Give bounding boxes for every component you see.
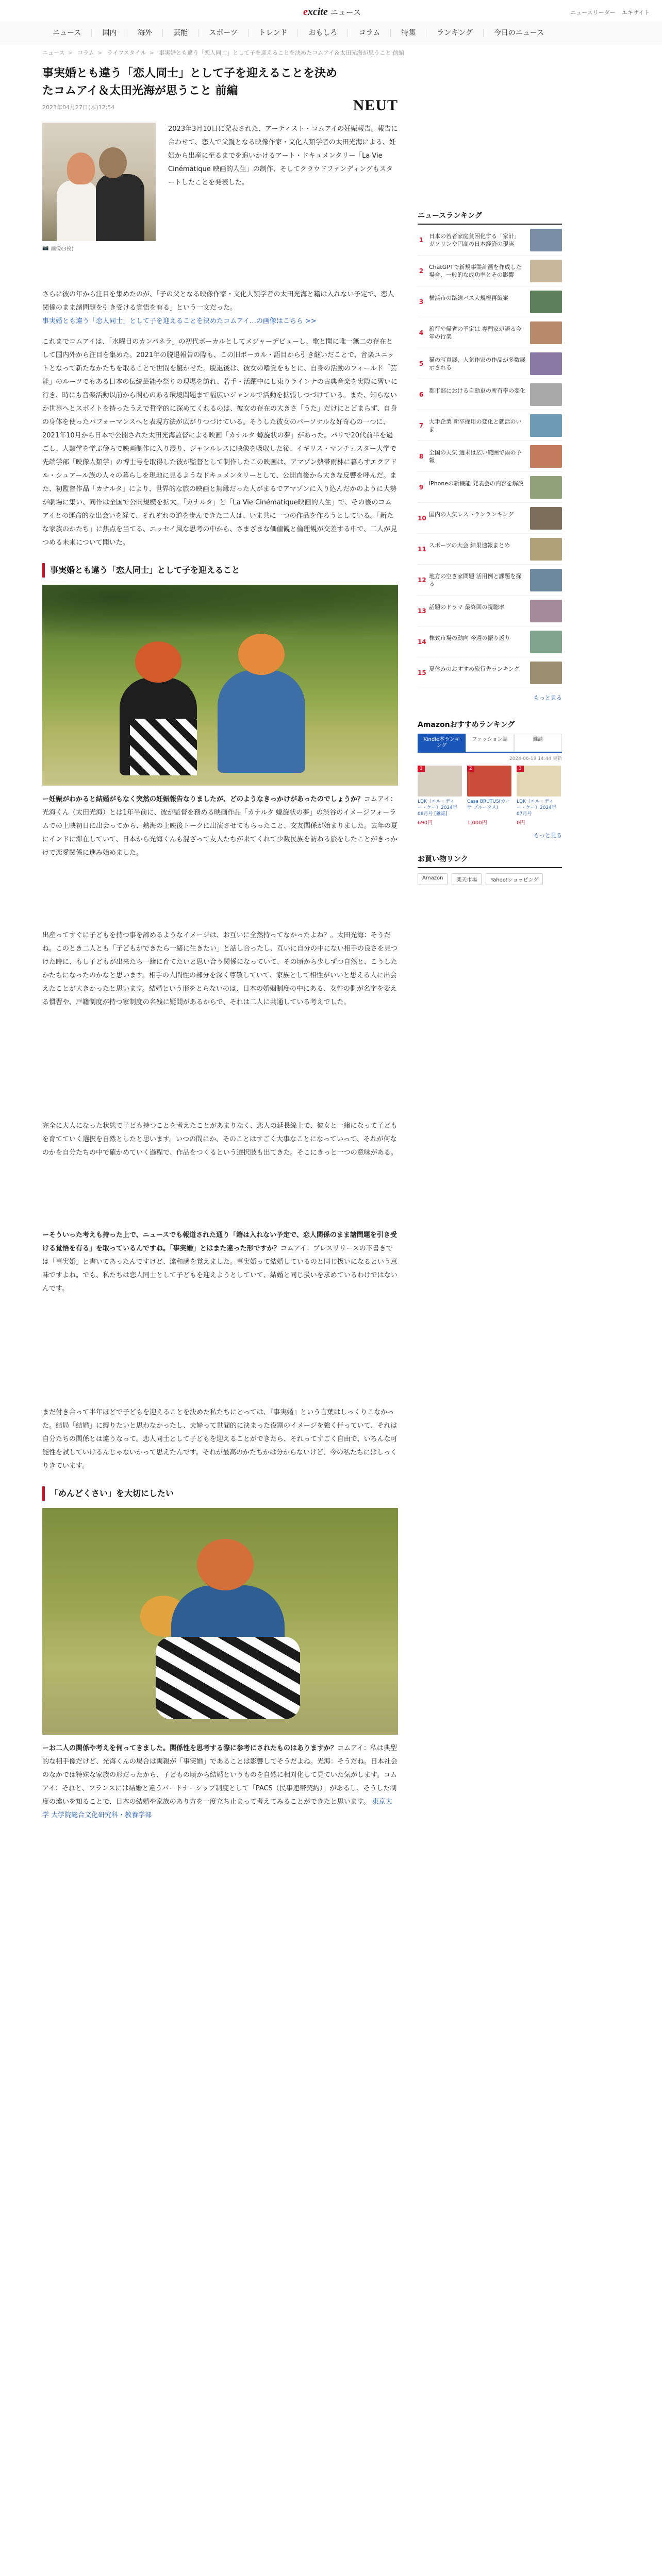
shop-link-yahoo[interactable]: Yahoo!ショッピング	[486, 873, 543, 885]
article-title: 事実婚とも違う「恋人同士」として子を迎えることを決めたコムアイ＆太田光海が思うこと 前編	[42, 67, 338, 97]
breadcrumb-current: 事実婚とも違う「恋人同士」として子を迎えることを決めたコムアイ＆太田光海が思うこと 前編	[159, 49, 404, 56]
article-date: 2023年04月27日(木)12:54	[42, 104, 115, 111]
amazon-item-rank: 3	[517, 766, 524, 772]
header-links	[570, 8, 650, 16]
amazon-tabs	[418, 734, 562, 753]
ranking-thumbnail	[530, 538, 562, 561]
amazon-item-price: 690円	[418, 820, 433, 826]
ranking-number: 9	[419, 483, 424, 491]
ranking-title: ニュースランキング	[418, 210, 562, 225]
photo-count: 画像(3枚)	[51, 246, 74, 252]
section-heading: 事実婚とも違う「恋人同士」として子を迎えること	[42, 563, 398, 578]
header-link-reader[interactable]: ニュースリーダー	[570, 9, 616, 16]
nav-item-entertainment[interactable]: 芸能	[163, 29, 198, 37]
ranking-list	[418, 225, 562, 688]
logo-sub: ニュース	[330, 8, 361, 17]
interview-question: ー妊娠がわかると結婚がもなく突然の妊娠報告なりましたが、どのようなきっかけがあったのでしょうか？	[42, 795, 364, 803]
ranking-number: 3	[419, 298, 424, 306]
ranking-item[interactable]	[418, 317, 562, 348]
ranking-number: 8	[419, 452, 424, 460]
section-heading: 「めんどくさい」を大切にしたい	[42, 1486, 398, 1501]
body-paragraph: 完全に大人になった状態で子ども持つことを考えたことがあまりなく、恋人の延長線上で、彼女と一緒になって子どもを育てていく選択を自然としたと思います。いつの間にか、そのことはすごく大事なことになっていって、それが何なのかを自分たちの中で確かめていく過程で、作品をつくるという選択肢も出てきた。そこにきっと一つの意味がある。	[42, 1122, 398, 1157]
ranking-thumbnail	[530, 383, 562, 406]
nav-item-column[interactable]: コラム	[348, 29, 391, 37]
interview-paragraph	[42, 793, 398, 860]
ranking-headline: 横浜市の路線バス大規模再編案	[429, 294, 508, 301]
amazon-item-name[interactable]: LDK（エル・ディー・ケー）2024年08月号 [雑誌]	[418, 799, 457, 817]
amazon-title: Amazonおすすめランキング	[418, 721, 515, 729]
ranking-item[interactable]	[418, 626, 562, 657]
ranking-thumbnail	[530, 414, 562, 437]
amazon-items	[418, 766, 562, 826]
amazon-item-rank: 2	[467, 766, 474, 772]
ranking-headline: ChatGPTで新規事業計画を作成した場合、一般的な成功率とその影響	[429, 263, 522, 278]
shop-links	[418, 873, 562, 885]
ranking-number: 6	[419, 391, 424, 398]
ranking-thumbnail	[530, 569, 562, 591]
amazon-item-cover	[418, 766, 462, 796]
ranking-number: 13	[418, 607, 426, 615]
ranking-thumbnail	[530, 445, 562, 468]
shop-link-rakuten[interactable]: 楽天市場	[452, 873, 482, 885]
ranking-thumbnail	[530, 352, 562, 375]
ranking-item[interactable]	[418, 256, 562, 286]
nav-item-today[interactable]: 今日のニュース	[493, 29, 544, 37]
nav-item-sports[interactable]: スポーツ	[198, 29, 248, 37]
interview-paragraph	[42, 1229, 398, 1296]
nav-item-funny[interactable]: おもしろ	[298, 29, 348, 37]
ranking-item[interactable]	[418, 472, 562, 503]
site-logo[interactable]	[303, 6, 361, 18]
ranking-item[interactable]	[418, 441, 562, 472]
amazon-item[interactable]	[418, 766, 462, 826]
ranking-item[interactable]	[418, 534, 562, 565]
ranking-headline: 話題のドラマ 最終回の視聴率	[429, 603, 505, 611]
nav-item-domestic[interactable]: 国内	[92, 29, 127, 37]
ranking-thumbnail	[530, 291, 562, 313]
breadcrumb: ニュース > コラム > ライフスタイル > 事実婚とも違う「恋人同士」として子を迎えることを決めたコムアイ＆太田光海が思うこと 前編	[42, 49, 404, 56]
ranking-number: 4	[419, 329, 424, 336]
ranking-headline: 全国の天気 週末は広い範囲で雨の予報	[429, 449, 522, 464]
interview-question: ーそういった考えも持った上で、ニュースでも報道された通り「籍は入れない予定で、恋人関係のまま諸問題を引き受ける覚悟を有る」を取っているんですね。「事実婚」とはまた違った形ですか？	[42, 1231, 397, 1252]
amazon-item-rank: 1	[418, 766, 425, 772]
ranking-item[interactable]	[418, 565, 562, 596]
ranking-headline: 国内の人気レストランランキング	[429, 511, 514, 518]
ranking-number: 15	[418, 669, 426, 676]
amazon-more-link[interactable]: もっと見る	[534, 832, 562, 839]
interview-paragraph	[42, 1742, 398, 1822]
ranking-number: 2	[419, 267, 424, 275]
ranking-number: 12	[418, 576, 426, 584]
amazon-item-name[interactable]: Casa BRUTUS(カーサ ブルータス)	[467, 799, 510, 810]
ranking-thumbnail	[530, 229, 562, 251]
ranking-headline: 日本の若者家庭貧困化する「家計」 ガソリンや円高の日本経済の現実	[429, 232, 520, 247]
ranking-number: 11	[418, 545, 426, 553]
ranking-item[interactable]	[418, 503, 562, 534]
tab-kindle[interactable]: Kindle本ランキング	[418, 734, 466, 752]
ranking-item[interactable]	[418, 596, 562, 626]
amazon-item-price: 0円	[517, 820, 525, 826]
interview-answer: コムアイ：私は典型的な相手像だけど、光海くんの場合は両親が「事実婚」であることは影響してそうだよね。光海：そうだね。日本社会のなかでは特殊な家族の形だったから、子どもの頃から結婚というものを自然に相対化して見ていた気がします。コムアイ：それと、フランスには結婚と違うパートナーシップ制度として「PACS（民事連帯契約）」があるし、そうした制度の違いを知ることで、日本の結婚や家族のあり方を一度立ち止まって考えてみることができたと思います。	[42, 1744, 398, 1806]
ranking-headline: iPhoneの新機能 発表会の内容を解説	[429, 480, 524, 487]
amazon-item-price: 1,000円	[467, 820, 487, 826]
university-link[interactable]: 東京大学 大学院総合文化研究科・教養学部	[42, 1798, 392, 1819]
amazon-item[interactable]	[467, 766, 511, 826]
photo-gallery-link[interactable]	[42, 244, 156, 252]
logo-main: excite	[303, 6, 328, 18]
ranking-item[interactable]	[418, 225, 562, 256]
sidebar	[418, 60, 562, 885]
nav-item-feature[interactable]: 特集	[391, 29, 426, 37]
body-paragraph: 出産ってすぐに子どもを持つ事を諦めるようなイメージは、お互いに全然持ってなかったよね？。太田光海：そうだね。このとき二人とも「子どもができたら一緒に生きたい」と話し合ったし、互いに自分の中にない相手の良さを見つけた時に、もし子どもが出来たら一緒に育てたいと思い合う関係になっていて、その頃から少しずつ自然と、こうしたかたちになったのかなと思います。相手の人間性の部分を深く尊敬していて、家族として相性がいいと思える人に出会えたことが大きかったと思います。結婚という形をとらないのは、日本の婚姻制度の中にある、女性の側が名字を変える慣習や、戸籍制度が持つ家制度の名残に疑問があるからで、それは二人に共通している考えでした。	[42, 931, 398, 1006]
ranking-item[interactable]	[418, 286, 562, 317]
ranking-thumbnail	[530, 321, 562, 344]
ranking-thumbnail	[530, 600, 562, 622]
tab-fashion[interactable]: ファッション誌	[466, 734, 514, 752]
nav-item-ranking[interactable]: ランキング	[426, 29, 484, 37]
ranking-number: 10	[418, 514, 426, 522]
interview-answer: コムアイ：プレスリリースの下書きでは「事実婚」と書いてあったんですけど、違和感を覚えました。事実婚って結婚しているのと同じ扱いになるという意味ですよね。でも、私たちは恋人同士として子どもを迎えようとしていて、結婚と同じ扱いを求めているわけではないんです。	[42, 1245, 398, 1293]
ranking-headline: 地方の空き家問題 活用例と課題を探る	[429, 572, 522, 587]
amazon-item-cover	[467, 766, 511, 796]
lead-text: 2023年3月10日に発表された、アーティスト・コムアイの妊娠報告。報告に合わせて、恋人で父親となる映像作家・文化人類学者の太田光海による、妊娠から出産に至るまでを追いかけるアート・ドキュメンタリー「La Vie Cinématique 映画的人生」の制作、そしてクラウドファンディングもスタートしたことを発表した。	[168, 125, 398, 187]
article-main	[42, 60, 398, 1822]
shop-link-amazon[interactable]: Amazon	[418, 873, 448, 885]
ranking-number: 7	[419, 421, 424, 429]
ranking-headline: 大手企業 新卒採用の変化と就活のいま	[429, 418, 522, 433]
ranking-headline: 夏休みのおすすめ旅行先ランキング	[429, 665, 520, 672]
body-paragraph: さらに彼の年から注目を集めたのが、「子の父となる映像作家・文化人類学者の太田光海と籍は入れない予定で、恋人関係のまま諸問題を引き受ける覚悟を有る」という一文だった。	[42, 291, 394, 312]
amazon-item-name[interactable]: LDK（エル・ディー・ケー）2024年07月号	[517, 799, 556, 817]
ranking-thumbnail	[530, 476, 562, 499]
interview-answer: コムアイ：光海くん（太田光海）とは1年半前に、彼が監督を務める映画作品「カナルタ 螺旋状の夢」の渋谷のイメージフォーラムでの上映初日に出会ってから、熱海の上映後トークに出演させてもらったこと、交友関係が始まりました。去年の夏にインドに滞在していて、日本から光海くんも混ざって友人たちが来てくれて少数民族を訪ねる旅をしたことがきっかけで恋愛関係に進み始めました。	[42, 795, 398, 857]
camera-icon: 📷	[42, 245, 49, 251]
ranking-number: 1	[419, 236, 424, 244]
ranking-headline: 猫の写真展、人気作家の作品が多数展示される	[429, 356, 525, 371]
ranking-headline: 都市部における自動車の所有率の変化	[429, 387, 525, 394]
header-link-excite[interactable]: エキサイト	[621, 9, 650, 16]
ranking-thumbnail	[530, 662, 562, 684]
article-photo[interactable]	[42, 585, 398, 786]
ranking-thumbnail	[530, 260, 562, 282]
shop-title: お買い物リンク	[418, 854, 562, 868]
ranking-item[interactable]	[418, 410, 562, 441]
amazon-item-cover	[517, 766, 561, 796]
breadcrumb-lifestyle[interactable]: ライフスタイル	[107, 49, 146, 56]
nav-item-trend[interactable]: トレンド	[249, 29, 299, 37]
article-photo[interactable]	[42, 1508, 398, 1735]
lead-photo[interactable]	[42, 123, 156, 241]
ranking-number: 5	[419, 360, 424, 367]
ranking-item[interactable]	[418, 379, 562, 410]
ranking-item[interactable]	[418, 348, 562, 379]
gallery-link[interactable]: 事実婚とも違う「恋人同士」として子を迎えることを決めたコムアイ…の画像はこちら >>	[42, 317, 317, 325]
header	[0, 0, 662, 24]
amazon-item[interactable]	[517, 766, 561, 826]
amazon-updated: 2024-06-19 14:44 更新	[509, 756, 562, 761]
ranking-thumbnail	[530, 507, 562, 530]
ranking-number: 14	[418, 638, 426, 646]
brand-logo[interactable]: NEUT	[353, 97, 398, 114]
interview-question: ーお二人の関係や考えを伺ってきました。関係性を思考する際に参考にされたものはありますか？	[42, 1744, 338, 1752]
body-paragraph: これまでコムアイは、「水曜日のカンパネラ」の初代ボーカルとしてメジャーデビューし、歌と聞に唯一無二の存在として国内外から注目を集めた。2021年の脱退報告の際も、この旧ボーカル・語目から引き継いだことで、音楽ユニットとなって新たなかたちを取ることで世間を驚かせた。脱退後は、彼女の嗜覚をもとに、自身の活動のフィールド「芸能」のルーツでもある日本の伝統芸能や祭りの現場を訪れ、若手・活躍中にし東りラインナの古典音楽を実際に習いに行き、時にも音楽活動以前から関心のある環境問題まで幅広いジャンルで活動を拡張しつづけている。また、知らないか世界へとスポイトを持ったうえで哲学的に深めてくれるのは、彼女の存在の大きさ「うた」だけにとどまらず、自身の身体を使ったパフォーマンスへと表現方法が広がりつづけている。そうした彼女のパーソナルな好奇心の一つに、2021年10月から日本で公開された太田光海監督による映画「カナルタ 螺旋状の夢」があった。パリで20代前半を過ごし、人類学を学ぶ傍らで映画制作に入り浸り、ジャンルレスに映像を吸収した後、イギリス・マンチェスター大学で先端学部「映像人類学」の博士号を取得した彼が監督として制作したこの映画は、アマゾン熱帯雨林に暮らすエクアドル・シュアール族の人々の暮らしを現地に見るようなドキュメンタリーとして、公開直後から大きな反響を呼んだ。また、初監督作品「カナルタ」により、世界的な旅の映画と無縁だった人がまるでアマゾンに入り込んだかのように大勢が劇場に集い、同作は全国で公開規模を拡大。「カナルタ」と「La Vie Cinématique映画的人生」で、その後のコムアイとの運命的な出会いを経て、それぞれの道を歩んできた二人は、いま共に一つの作品を作ろうとしている。「新たな家族のかたち」に焦点を当てる、エッセイ風な思考の中から、さまざまな価値観と倫理観が交差する中で、二人が見つめる未来について聞いた。	[42, 338, 398, 547]
ranking-thumbnail	[530, 631, 562, 653]
ranking-headline: スポーツの大会 結果速報まとめ	[429, 541, 510, 549]
nav-item-overseas[interactable]: 海外	[127, 29, 163, 37]
global-nav	[0, 24, 662, 42]
tab-magazine[interactable]: 雑誌	[514, 734, 562, 752]
ranking-more-link[interactable]: もっと見る	[534, 694, 562, 701]
breadcrumb-news[interactable]: ニュース	[42, 49, 65, 56]
ranking-headline: 株式市場の動向 今週の振り返り	[429, 634, 510, 641]
body-paragraph: まだ付き合って半年ほどで子どもを迎えることを決めた私たちにとっては、『事実婚』という言葉はしっくりこなかった。結局「結婚」に縛りたいと思わなかったし、夫婦って世間的に決まった役割のイメージを強く伴っていて、それは自分たちの関係とは違うなって。恋人同士として子どもを迎えることができたら、それってすごく自由で、いろんな可能性を試していけるんじゃないかって思えたんです。それが最高のかたちかは分からないけど、今の私たちにはしっくりきています。	[42, 1409, 398, 1470]
ranking-headline: 旅行や帰省の予定は 専門家が語る今年の行楽	[429, 325, 522, 340]
nav-item-news[interactable]: ニュース	[42, 29, 92, 37]
ranking-item[interactable]	[418, 657, 562, 688]
breadcrumb-column[interactable]: コラム	[77, 49, 95, 56]
